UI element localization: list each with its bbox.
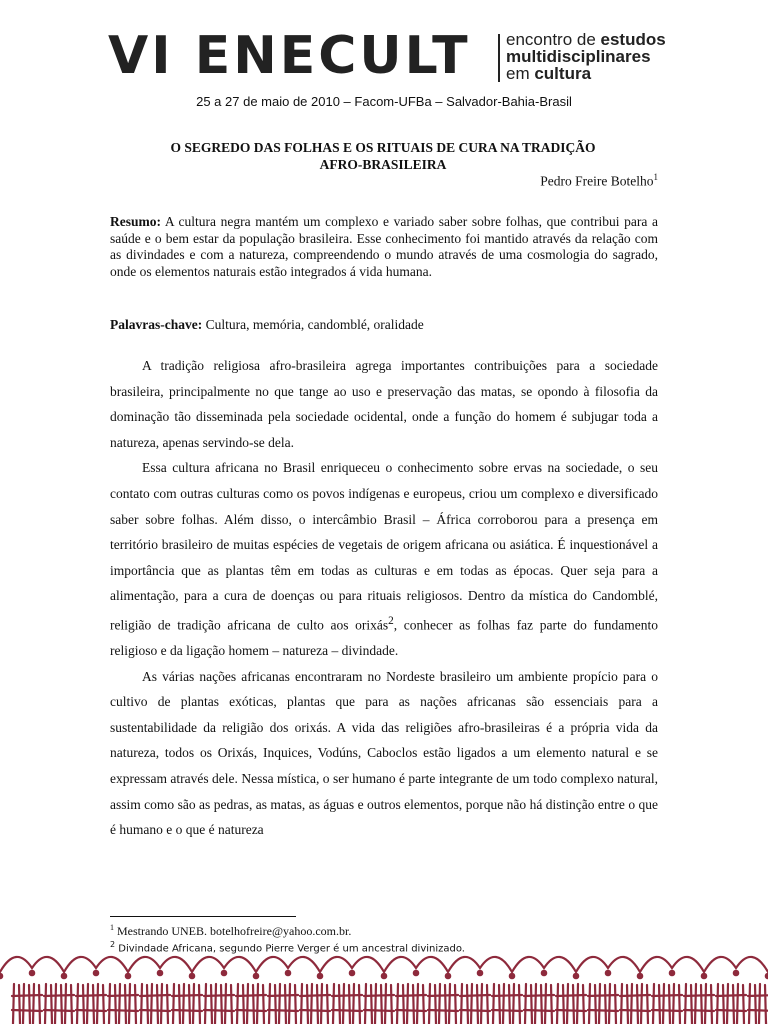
hanging-strokes bbox=[172, 984, 202, 1024]
scallop-dot bbox=[62, 974, 66, 978]
scallop-dot bbox=[126, 974, 130, 978]
hanging-strokes bbox=[332, 984, 362, 1024]
hanging-strokes bbox=[364, 984, 394, 1024]
hanging-strokes bbox=[204, 984, 234, 1024]
footnote-1 bbox=[110, 921, 351, 938]
hanging-strokes bbox=[396, 984, 426, 1024]
hanging-strokes bbox=[12, 984, 42, 1024]
keywords-text: Cultura, memória, candomblé, oralidade bbox=[205, 317, 424, 332]
scallop-dot bbox=[382, 974, 386, 978]
scallop-dot bbox=[446, 974, 450, 978]
paragraph-2 bbox=[110, 455, 658, 663]
scallop-dot bbox=[350, 971, 354, 975]
scallop-dot bbox=[638, 974, 642, 978]
scallop-line bbox=[0, 957, 768, 972]
footnote-1-mark: 1 bbox=[110, 923, 114, 932]
scallop-dot bbox=[574, 974, 578, 978]
hanging-strokes bbox=[716, 984, 746, 1024]
paragraph-2-text-a: Essa cultura africana no Brasil enriqueceu o conhecimento sobre ervas na sociedade, o seu contato com outras culturas como os povos indígenas e europeus, criou um complexo e diversificado saber sobre folhas. Além disso, o intercâmbio Brasil – África corroborou para a presença em território brasileiro de muitas espécies de vegetais de origem africana ou asiática. É inquestionável a importância que as plantas têm em todas as culturas e em todas as épocas. Quer seja para a alimentação, para a cura de doenças ou para rituais religiosos. Dentro da mística do Candomblé, religião de tradição africana de culto aos orixás bbox=[110, 460, 658, 633]
scallop-dot bbox=[158, 971, 162, 975]
author-footnote-ref: 1 bbox=[653, 172, 658, 182]
footnote-separator bbox=[110, 916, 296, 917]
hanging-strokes bbox=[556, 984, 586, 1024]
scallop-dot bbox=[542, 971, 546, 975]
hanging-strokes bbox=[492, 984, 522, 1024]
hanging-strokes bbox=[748, 984, 768, 1024]
hanging-strokes bbox=[620, 984, 650, 1024]
hanging-strokes bbox=[140, 984, 170, 1024]
footnote-2-mark: 2 bbox=[110, 940, 116, 949]
abstract bbox=[110, 214, 658, 281]
scallop-dot bbox=[478, 971, 482, 975]
logo-line2: multidisciplinares bbox=[506, 47, 651, 66]
scallop-dot bbox=[606, 971, 610, 975]
scallop-dot bbox=[510, 974, 514, 978]
hanging-strokes bbox=[300, 984, 330, 1024]
abstract-label: Resumo: bbox=[110, 214, 161, 229]
logo-line3-pre: em bbox=[506, 64, 535, 83]
footnote-2-text: Divindade Africana, segundo Pierre Verger é um ancestral divinizado. bbox=[115, 943, 465, 955]
scallop-dot bbox=[734, 971, 738, 975]
hanging-strokes bbox=[684, 984, 714, 1024]
hanging-strokes bbox=[268, 984, 298, 1024]
logo-divider bbox=[498, 34, 500, 82]
footnote-1-text: Mestrando UNEB. botelhofreire@yahoo.com.br. bbox=[114, 924, 352, 938]
hanging-strokes bbox=[588, 984, 618, 1024]
body-text bbox=[110, 353, 658, 843]
decorative-border bbox=[0, 940, 768, 1024]
abstract-text: A cultura negra mantém um complexo e variado saber sobre folhas, que contribui para a saúde e o bem estar da população brasileira. Esse conhecimento foi mantido através da relação com as divindades e com a natureza, compreendendo o mundo através de uma cosmologia do sagrado, onde os elementos naturais estão integrados á vida humana. bbox=[110, 214, 658, 280]
scallop-dot bbox=[94, 971, 98, 975]
scallop-dot bbox=[318, 974, 322, 978]
scallop-dot bbox=[702, 974, 706, 978]
scallop-dot bbox=[0, 974, 2, 978]
scallop-dot bbox=[254, 974, 258, 978]
paper-title-line2: AFRO-BRASILEIRA bbox=[319, 157, 447, 172]
scallop-dot bbox=[286, 971, 290, 975]
event-info: 25 a 27 de maio de 2010 – Facom-UFBa – Salvador-Bahia-Brasil bbox=[196, 94, 572, 109]
logo-line1-bold: estudos bbox=[600, 30, 666, 49]
scallop-dot bbox=[222, 971, 226, 975]
logo-subtitle bbox=[506, 31, 666, 82]
keywords bbox=[110, 317, 658, 333]
author-name: Pedro Freire Botelho bbox=[540, 173, 654, 189]
paragraph-1: A tradição religiosa afro-brasileira agrega importantes contribuições para a sociedade brasileira, principalmente no que tange ao uso e preservação das matas, se opondo à filosofia da dominação tão disseminada pela sociedade ocidental, onde a função do homem é subjugar toda a natureza, apenas servindo-se dela. bbox=[110, 358, 658, 450]
scallop-dot bbox=[30, 971, 34, 975]
page-header bbox=[0, 0, 768, 115]
hanging-strokes bbox=[652, 984, 682, 1024]
hanging-strokes bbox=[524, 984, 554, 1024]
scallop-dot bbox=[670, 971, 674, 975]
hanging-strokes bbox=[236, 984, 266, 1024]
event-logo: VI ENECULT bbox=[108, 26, 471, 86]
paragraph-2-footnote-ref: 2 bbox=[388, 614, 394, 627]
paper-title-line1: O SEGREDO DAS FOLHAS E OS RITUAIS DE CURA NA TRADIÇÃO bbox=[170, 140, 596, 155]
hanging-strokes bbox=[44, 984, 74, 1024]
hanging-strokes bbox=[76, 984, 106, 1024]
keywords-label: Palavras-chave: bbox=[110, 317, 203, 332]
hanging-strokes bbox=[460, 984, 490, 1024]
logo-line1-pre: encontro de bbox=[506, 30, 601, 49]
hanging-strokes bbox=[428, 984, 458, 1024]
paragraph-2-text-b: , conhecer as folhas faz parte do fundamento religioso e da ligação homem – natureza – divindade. bbox=[110, 617, 658, 659]
author-line bbox=[540, 172, 658, 190]
scallop-dot bbox=[190, 974, 194, 978]
paper-title bbox=[110, 139, 656, 173]
logo-line3-bold: cultura bbox=[534, 64, 592, 83]
hanging-strokes bbox=[108, 984, 138, 1024]
scallop-dot bbox=[414, 971, 418, 975]
paragraph-3: As várias nações africanas encontraram no Nordeste brasileiro um ambiente propício para o cultivo de plantas exóticas, plantas que para as nações africanas são essenciais para a sustentabilidade da religião dos orixás. A vida das religiões afro-brasileiras é a própria vida da natureza, todos os Orixás, Inquices, Vodúns, Caboclos estão ligados a um elemento natural e se expressam através dele. Nessa mística, o ser humano é parte integrante de um todo complexo natural, assim como são as pedras, as matas, as águas e outros elementos, porque não há distinção entre o que é humano e o que é natureza bbox=[110, 668, 658, 838]
